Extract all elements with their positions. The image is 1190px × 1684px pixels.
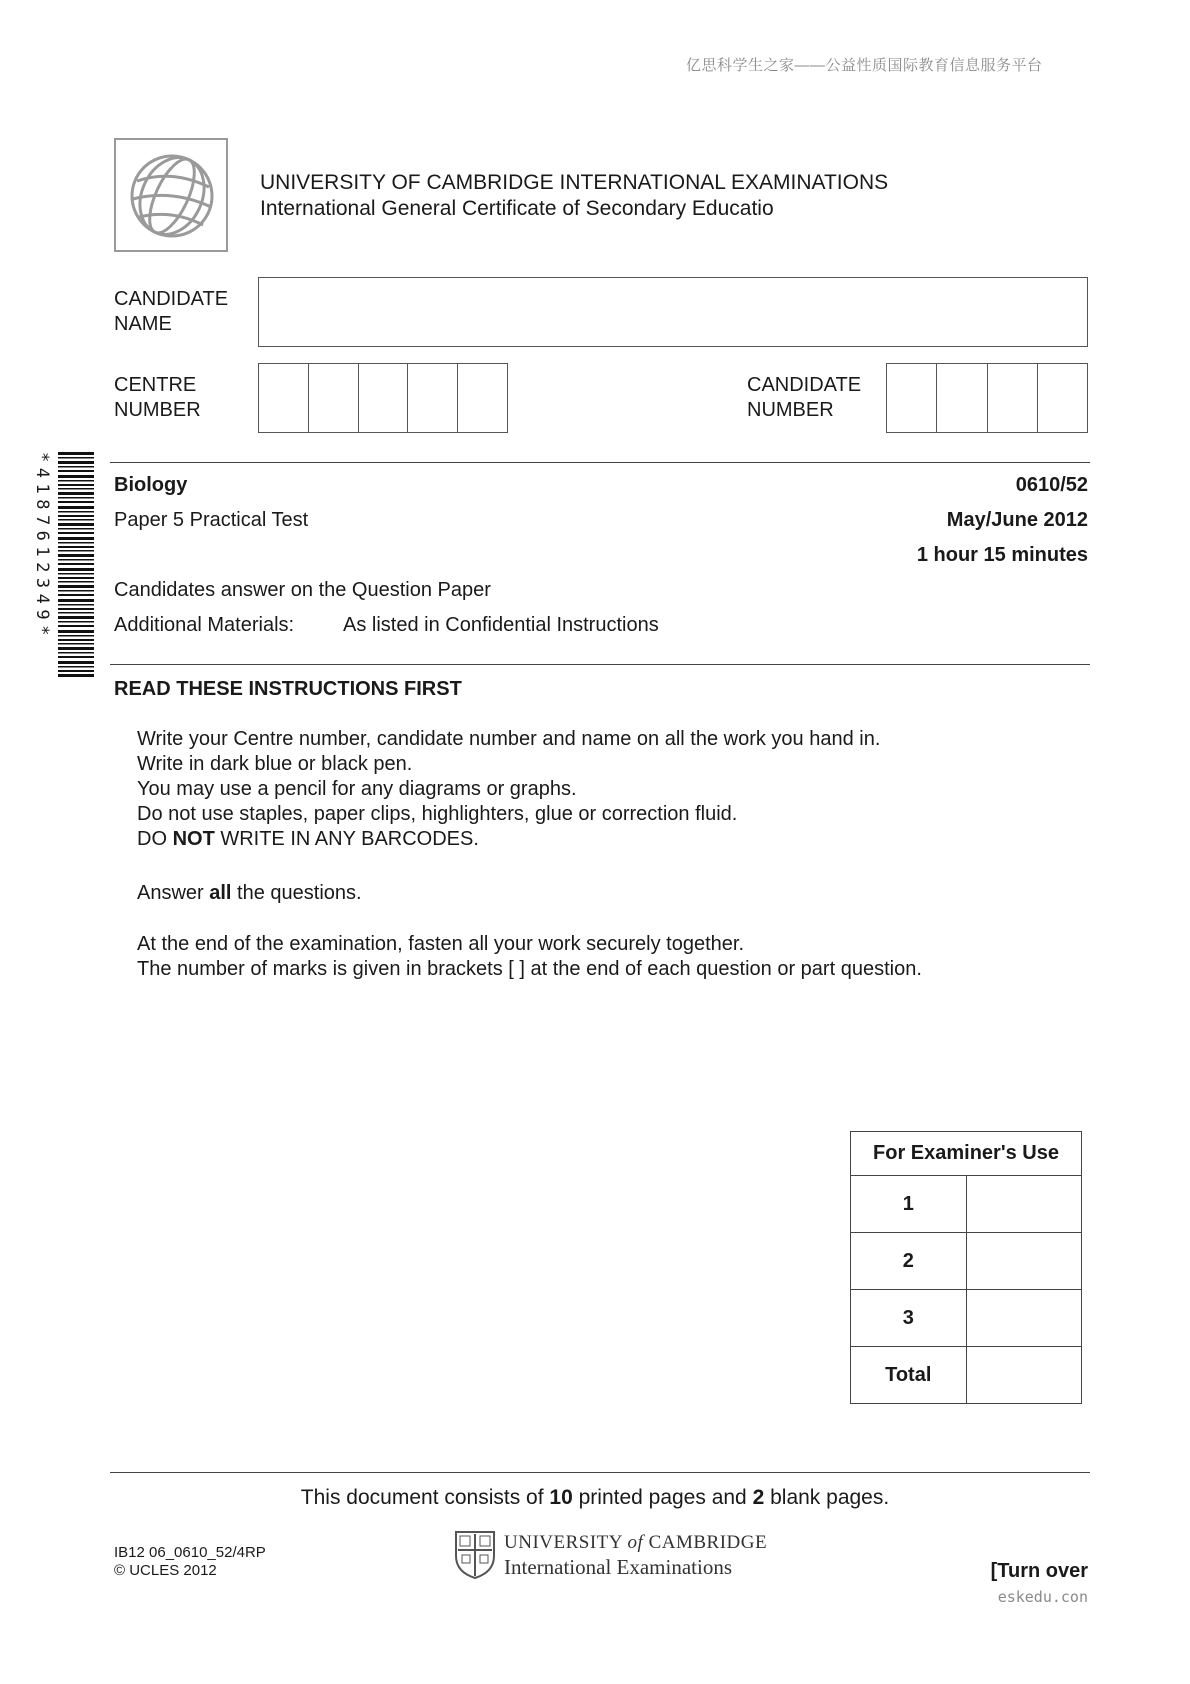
instruction-text: DO bbox=[137, 828, 173, 850]
examiner-use-table bbox=[850, 1131, 1082, 1404]
globe-icon bbox=[127, 151, 217, 241]
subject: Biology bbox=[114, 474, 188, 496]
instruction-line: You may use a pencil for any diagrams or graphs. bbox=[137, 778, 577, 800]
document-reference bbox=[114, 1544, 266, 1580]
cambridge-logo bbox=[454, 1530, 767, 1580]
total-label: Total bbox=[851, 1347, 967, 1404]
barcode-icon bbox=[58, 452, 94, 677]
printed-pages-count: 10 bbox=[549, 1486, 573, 1509]
candidate-name-field[interactable] bbox=[258, 277, 1088, 347]
centre-number-cell[interactable] bbox=[308, 364, 358, 432]
blank-pages-count: 2 bbox=[752, 1486, 765, 1509]
exam-session: May/June 2012 bbox=[946, 509, 1088, 531]
instruction-text: the questions. bbox=[231, 882, 362, 904]
instruction-line: The number of marks is given in brackets [ ] at the end of each question or part question. bbox=[137, 958, 922, 980]
watermark-bottom: eskedu.con bbox=[997, 1588, 1088, 1606]
globe-logo bbox=[114, 138, 228, 252]
divider-bottom bbox=[110, 1472, 1090, 1473]
cambridge-logo-line2: International Examinations bbox=[504, 1555, 733, 1579]
org-line-2: International General Certificate of Secondary Educatio bbox=[260, 197, 774, 220]
candidate-name-label bbox=[114, 287, 228, 337]
candidate-number-label bbox=[747, 373, 861, 423]
page-count-note bbox=[0, 1486, 1190, 1510]
centre-number-label-l2: NUMBER bbox=[114, 399, 201, 421]
question-number: 3 bbox=[851, 1290, 967, 1347]
centre-number-label-l1: CENTRE bbox=[114, 374, 197, 396]
cambridge-word: CAMBRIDGE bbox=[648, 1532, 768, 1553]
divider-middle bbox=[110, 664, 1090, 665]
centre-number-cell[interactable] bbox=[259, 364, 308, 432]
cambridge-logo-text bbox=[504, 1531, 767, 1579]
organisation-header bbox=[260, 170, 888, 222]
question-number: 1 bbox=[851, 1176, 967, 1233]
examiner-use-header: For Examiner's Use bbox=[851, 1132, 1082, 1176]
instruction-emphasis: NOT bbox=[172, 828, 215, 850]
reference-code: IB12 06_0610_52/4RP bbox=[114, 1544, 266, 1561]
mark-cell[interactable] bbox=[966, 1290, 1082, 1347]
cambridge-logo-line1 bbox=[504, 1531, 767, 1555]
centre-number-cell[interactable] bbox=[358, 364, 408, 432]
instruction-emphasis: all bbox=[209, 882, 232, 904]
answer-on: Candidates answer on the Question Paper bbox=[114, 579, 491, 601]
total-mark-cell[interactable] bbox=[966, 1347, 1082, 1404]
centre-number-label bbox=[114, 373, 201, 423]
question-number: 2 bbox=[851, 1233, 967, 1290]
instruction-line: Do not use staples, paper clips, highlighters, glue or correction fluid. bbox=[137, 803, 738, 825]
instruction-text: Answer bbox=[137, 882, 210, 904]
candidate-number-field[interactable] bbox=[886, 363, 1088, 433]
mark-cell[interactable] bbox=[966, 1233, 1082, 1290]
turn-over: [Turn over bbox=[990, 1560, 1088, 1582]
copyright: © UCLES 2012 bbox=[114, 1562, 217, 1579]
candidate-number-cell[interactable] bbox=[887, 364, 936, 432]
exam-duration: 1 hour 15 minutes bbox=[916, 544, 1088, 566]
candidate-number-cell[interactable] bbox=[936, 364, 986, 432]
cambridge-word: UNIVERSITY bbox=[504, 1532, 623, 1553]
instruction-line: Write your Centre number, candidate number and name on all the work you hand in. bbox=[137, 728, 881, 750]
crest-icon bbox=[454, 1530, 496, 1580]
instructions-heading: READ THESE INSTRUCTIONS FIRST bbox=[114, 678, 462, 700]
candidate-number-label-l1: CANDIDATE bbox=[747, 374, 862, 396]
instruction-text: WRITE IN ANY BARCODES. bbox=[214, 828, 479, 850]
footer-text: printed pages and bbox=[572, 1486, 753, 1509]
instruction-line bbox=[137, 881, 922, 906]
mark-cell[interactable] bbox=[966, 1176, 1082, 1233]
paper-code: 0610/52 bbox=[1015, 474, 1088, 496]
footer-text: This document consists of bbox=[300, 1486, 550, 1509]
barcode-digits: *4187612349* bbox=[32, 452, 52, 641]
centre-number-field[interactable] bbox=[258, 363, 508, 433]
instructions-body bbox=[137, 727, 922, 982]
candidate-number-label-l2: NUMBER bbox=[747, 399, 834, 421]
instruction-line: Write in dark blue or black pen. bbox=[137, 753, 413, 775]
centre-number-cell[interactable] bbox=[457, 364, 507, 432]
footer-text: blank pages. bbox=[764, 1486, 890, 1509]
materials-value: As listed in Confidential Instructions bbox=[343, 614, 659, 636]
candidate-name-label-l1: CANDIDATE bbox=[114, 288, 229, 310]
org-line-1: UNIVERSITY OF CAMBRIDGE INTERNATIONAL EXAMINATIONS bbox=[260, 171, 889, 194]
candidate-number-cell[interactable] bbox=[1037, 364, 1087, 432]
candidate-name-label-l2: NAME bbox=[114, 313, 172, 335]
watermark-top: 亿思科学生之家——公益性质国际教育信息服务平台 bbox=[686, 57, 1043, 74]
instruction-line bbox=[137, 827, 922, 852]
divider-top bbox=[110, 462, 1090, 463]
materials-label: Additional Materials: bbox=[114, 614, 295, 636]
candidate-number-cell[interactable] bbox=[987, 364, 1037, 432]
paper-name: Paper 5 Practical Test bbox=[114, 509, 309, 531]
cambridge-of: of bbox=[627, 1532, 644, 1553]
instruction-line: At the end of the examination, fasten all your work securely together. bbox=[137, 933, 745, 955]
centre-number-cell[interactable] bbox=[407, 364, 457, 432]
